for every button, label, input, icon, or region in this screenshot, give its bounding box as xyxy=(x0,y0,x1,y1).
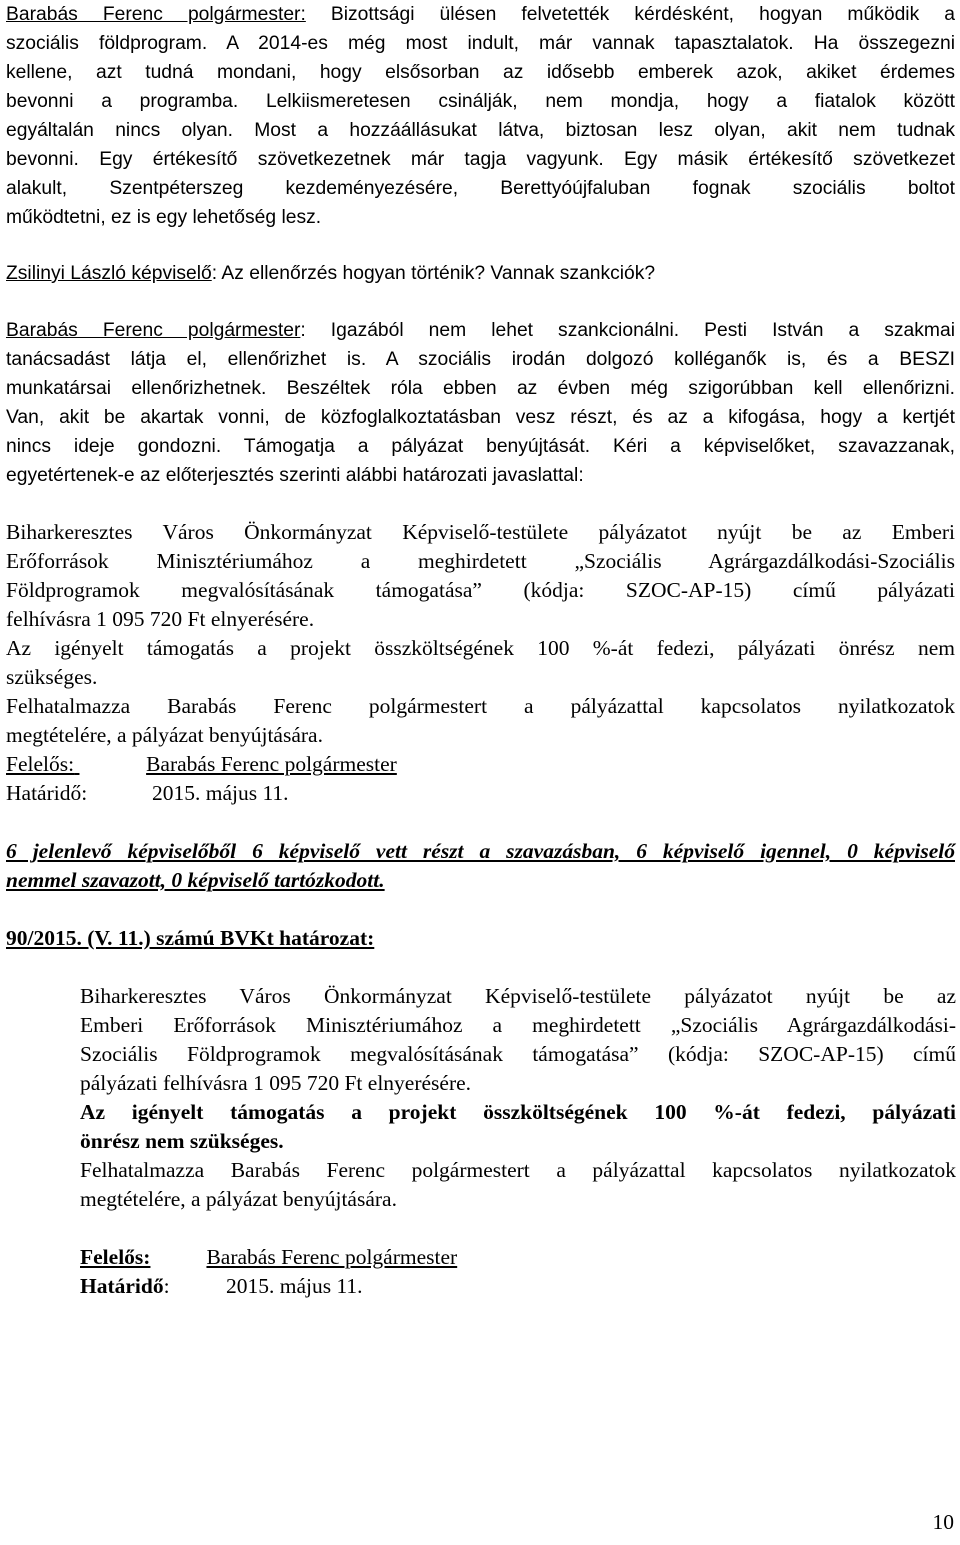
text-line: nincs ideje gondozni. Támogatja a pályázat benyújtását. Kéri a képviselőket, szavazzanak, xyxy=(6,436,955,457)
text-line: Zsilinyi László képviselő: Az ellenőrzés hogyan történik? Vannak szankciók? xyxy=(6,263,656,284)
responsible-value: Barabás Ferenc polgármester xyxy=(206,1245,458,1269)
deadline-label: Határidő xyxy=(80,1274,164,1298)
vote-result xyxy=(6,837,955,895)
speaker-name: Zsilinyi László képviselő xyxy=(6,263,212,284)
proposal-deadline xyxy=(6,779,289,808)
text-line: alakult, Szentpéterszeg kezdeményezésére, Berettyóújfaluban fognak szociális boltot xyxy=(6,178,955,199)
paragraph-mayor-report xyxy=(6,0,955,232)
text-line: egyáltalán nincs olyan. Most a hozzáállásukat látva, biztosan lesz olyan, akit nem tudnak xyxy=(6,120,955,141)
text-line: megtételére, a pályázat benyújtására. xyxy=(6,723,323,747)
paragraph-mayor-answer xyxy=(6,316,955,490)
proposal-responsible xyxy=(6,750,397,779)
text-line: Barabás Ferenc polgármester: Igazából nem lehet szankcionálni. Pesti István a szakmai xyxy=(6,320,955,341)
text-line: Szociális Földprogramok megvalósításának támogatása” (kódja: SZOC-AP-15) című xyxy=(80,1042,956,1066)
text-line: felhívásra 1 095 720 Ft elnyerésére. xyxy=(6,607,315,631)
responsible-gap xyxy=(150,1243,206,1272)
text-line: bevonni. Egy értékesítő szövetkezetnek már tagja vagyunk. Egy másik értékesítő szövetkezet xyxy=(6,149,955,170)
text-line: kellene, azt tudná mondani, hogy elsősorban az idősebb emberek azok, akiket érdemes xyxy=(6,62,955,83)
text-line: önrész nem szükséges. xyxy=(80,1129,284,1153)
deadline-label: Határidő: xyxy=(6,781,88,805)
resolution-title: 90/2015. (V. 11.) számú BVKt határozat: xyxy=(6,926,375,950)
paragraph-question xyxy=(6,259,955,288)
text-line: megtételére, a pályázat benyújtására. xyxy=(80,1187,397,1211)
responsible-label: Felelős: xyxy=(6,752,75,776)
resolution-deadline: Határidő: 2015. május 11. xyxy=(80,1272,170,1301)
text-line: Biharkeresztes Város Önkormányzat Képviselő-testülete pályázatot nyújt be az Emberi xyxy=(6,520,955,544)
text-line: nemmel szavazott, 0 képviselő tartózkodott. xyxy=(6,868,385,892)
text-line: Az igényelt támogatás a projekt összköltségének 100 %-át fedezi, pályázati önrész nem xyxy=(6,636,955,660)
deadline-value: 2015. május 11. xyxy=(152,781,289,805)
speaker-name: Barabás Ferenc polgármester: xyxy=(6,4,306,25)
text-line: Biharkeresztes Város Önkormányzat Képviselő-testülete pályázatot nyújt be az xyxy=(80,984,956,1008)
text-line: Felhatalmazza Barabás Ferenc polgármestert a pályázattal kapcsolatos nyilatkozatok xyxy=(6,694,955,718)
text-line: Földprogramok megvalósításának támogatása” (kódja: SZOC-AP-15) című pályázati xyxy=(6,578,955,602)
text-line: 6 jelenlevő képviselőből 6 képviselő vett részt a szavazásban, 6 képviselő igennel, 0 képviselő xyxy=(6,839,955,863)
speaker-name: Barabás Ferenc polgármester xyxy=(6,320,301,341)
resolution-responsible xyxy=(80,1243,457,1272)
text-line: tanácsadást látja el, ellenőrizhet is. A szociális irodán dolgozó kolléganők is, és a BESZI xyxy=(6,349,955,370)
text-line: bevonni a programba. Lelkiismeretesen csinálják, nem mondja, hogy a fiatalok között xyxy=(6,91,955,112)
text-line: Az igényelt támogatás a projekt összköltségének 100 %-át fedezi, pályázati xyxy=(80,1100,956,1124)
text-line: Emberi Erőforrások Minisztériumához a meghirdetett „Szociális Agrárgazdálkodási- xyxy=(80,1013,956,1037)
resolution-paragraph-3 xyxy=(80,1156,956,1214)
text-line: Erőforrások Minisztériumához a meghirdetett „Szociális Agrárgazdálkodási-Szociális xyxy=(6,549,955,573)
responsible-value: Barabás Ferenc polgármester xyxy=(146,752,397,776)
responsible-gap xyxy=(74,750,146,779)
text-line: munkatársai ellenőrizhetnek. Beszéltek róla ebben az évben még szigorúbban kell ellenőrizni. xyxy=(6,378,955,399)
text-line: szociális földprogram. A 2014-es még most indult, már vannak tapasztalatok. Ha összegezni xyxy=(6,33,955,54)
text-line: Felhatalmazza Barabás Ferenc polgármestert a pályázattal kapcsolatos nyilatkozatok xyxy=(80,1158,956,1182)
text-line: pályázati felhívásra 1 095 720 Ft elnyerésére. xyxy=(80,1071,472,1095)
text-line: egyetértenek-e az előterjesztés szerinti alábbi határozati javaslattal: xyxy=(6,465,584,486)
text-line: működtetni, ez is egy lehetőség lesz. xyxy=(6,207,322,228)
proposal-paragraph-2 xyxy=(6,634,955,692)
text-line: Barabás Ferenc polgármester: Bizottsági ülésen felvetették kérdésként, hogyan működik a xyxy=(6,4,955,25)
proposal-paragraph-3 xyxy=(6,692,955,750)
responsible-label: Felelős: xyxy=(80,1245,151,1269)
text-line: szükséges. xyxy=(6,665,98,689)
resolution-paragraph-1 xyxy=(80,982,956,1098)
text-line: Van, akit be akartak vonni, de közfoglalkoztatásban vesz részt, és az a kifogása, hogy a kertjét xyxy=(6,407,955,428)
deadline-value: 2015. május 11. xyxy=(226,1274,363,1298)
page-number: 10 xyxy=(932,1510,954,1534)
proposal-paragraph-1 xyxy=(6,518,955,634)
resolution-paragraph-2 xyxy=(80,1098,956,1156)
